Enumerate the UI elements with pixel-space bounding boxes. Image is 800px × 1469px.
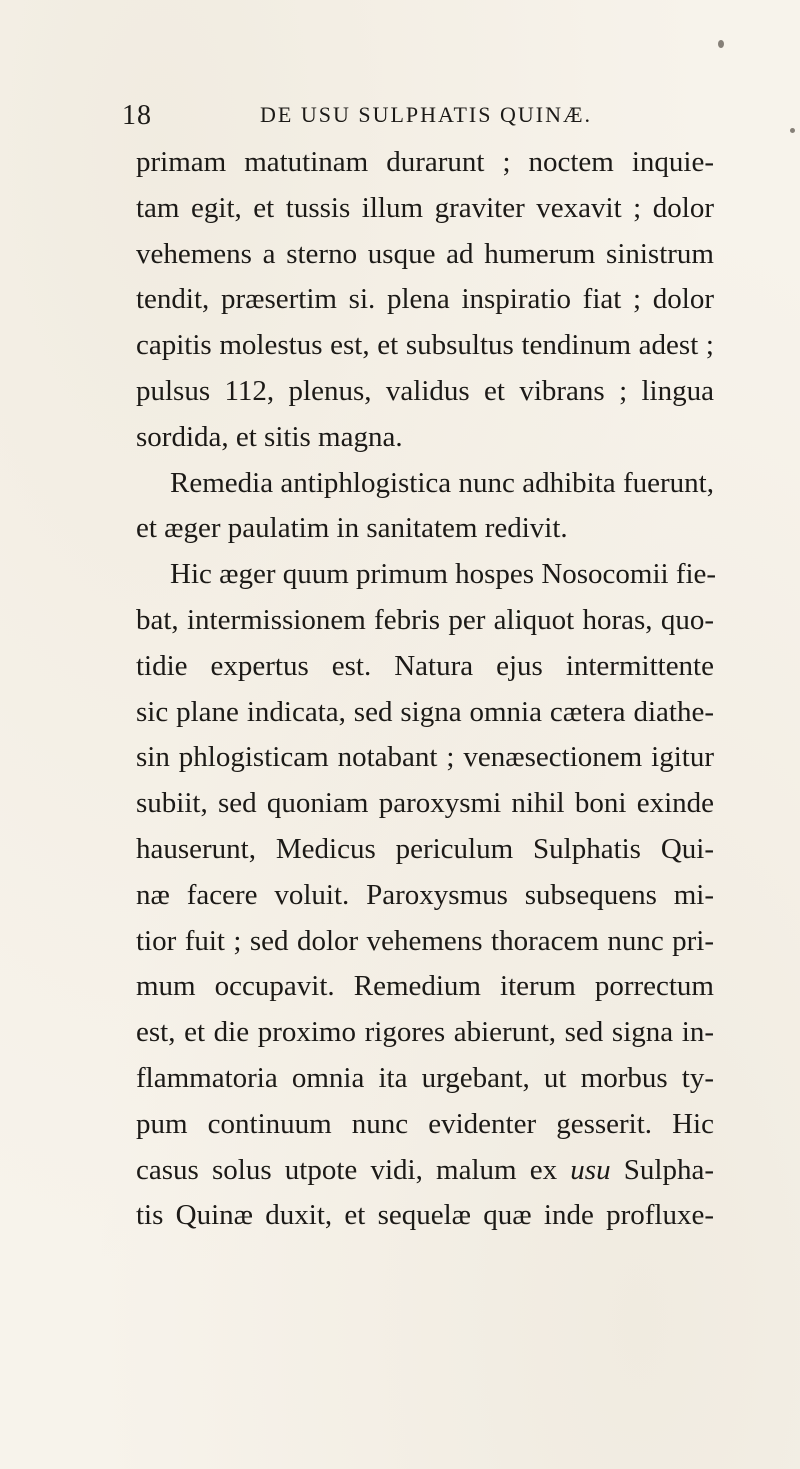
text-line: Hic æger quum primum hospes Nosocomii fie- bbox=[170, 558, 717, 591]
page-header bbox=[122, 100, 682, 140]
ink-speck bbox=[718, 40, 724, 48]
text-line: mum occupavit. Remedium iterum porrectum bbox=[136, 970, 714, 1003]
text-line: sordida, et sitis magna. bbox=[136, 420, 403, 453]
ink-speck bbox=[790, 128, 795, 133]
running-title: DE USU SULPHATIS QUINÆ. bbox=[260, 102, 593, 127]
text-line: tior fuit ; sed dolor vehemens thoracem nunc pri- bbox=[136, 924, 714, 957]
text-line: pum continuum nunc evidenter gesserit. Hic bbox=[136, 1107, 714, 1140]
text-line: flammatoria omnia ita urgebant, ut morbus ty- bbox=[136, 1061, 714, 1094]
text-line: tam egit, et tussis illum graviter vexavit ; dolor bbox=[136, 191, 714, 224]
italic-word: usu bbox=[570, 1153, 611, 1186]
text-line: tendit, præsertim si. plena inspiratio fiat ; dolor bbox=[136, 283, 714, 316]
text-line: subiit, sed quoniam paroxysmi nihil boni exinde bbox=[136, 787, 714, 820]
text-line: sin phlogisticam notabant ; venæsectionem igitur bbox=[136, 741, 714, 774]
text-line: et æger paulatim in sanitatem redivit. bbox=[136, 512, 568, 545]
text-line: bat, intermissionem febris per aliquot horas, quo- bbox=[136, 603, 714, 636]
text-line: tis Quinæ duxit, et sequelæ quæ inde profluxe- bbox=[136, 1199, 714, 1232]
text-line: capitis molestus est, et subsultus tendinum adest ; bbox=[136, 329, 714, 362]
text-line: næ facere voluit. Paroxysmus subsequens mi- bbox=[136, 878, 714, 911]
text-line: tidie expertus est. Natura ejus intermittente bbox=[136, 649, 714, 682]
body-text bbox=[136, 140, 717, 1239]
text-line: pulsus 112, plenus, validus et vibrans ; lingua bbox=[136, 374, 714, 407]
text-line: sic plane indicata, sed signa omnia cætera diathe- bbox=[136, 695, 714, 728]
page-number: 18 bbox=[122, 100, 152, 131]
text-line: primam matutinam durarunt ; noctem inquie- bbox=[136, 146, 714, 178]
text-line: est, et die proximo rigores abierunt, sed signa in- bbox=[136, 1016, 714, 1049]
text-line: casus solus utpote vidi, malum ex usu Sulpha- bbox=[136, 1153, 714, 1186]
text-line: vehemens a sterno usque ad humerum sinistrum bbox=[136, 237, 714, 270]
text-line: Remedia antiphlogistica nunc adhibita fuerunt, bbox=[170, 466, 714, 499]
text-line: hauserunt, Medicus periculum Sulphatis Qui- bbox=[136, 832, 714, 865]
